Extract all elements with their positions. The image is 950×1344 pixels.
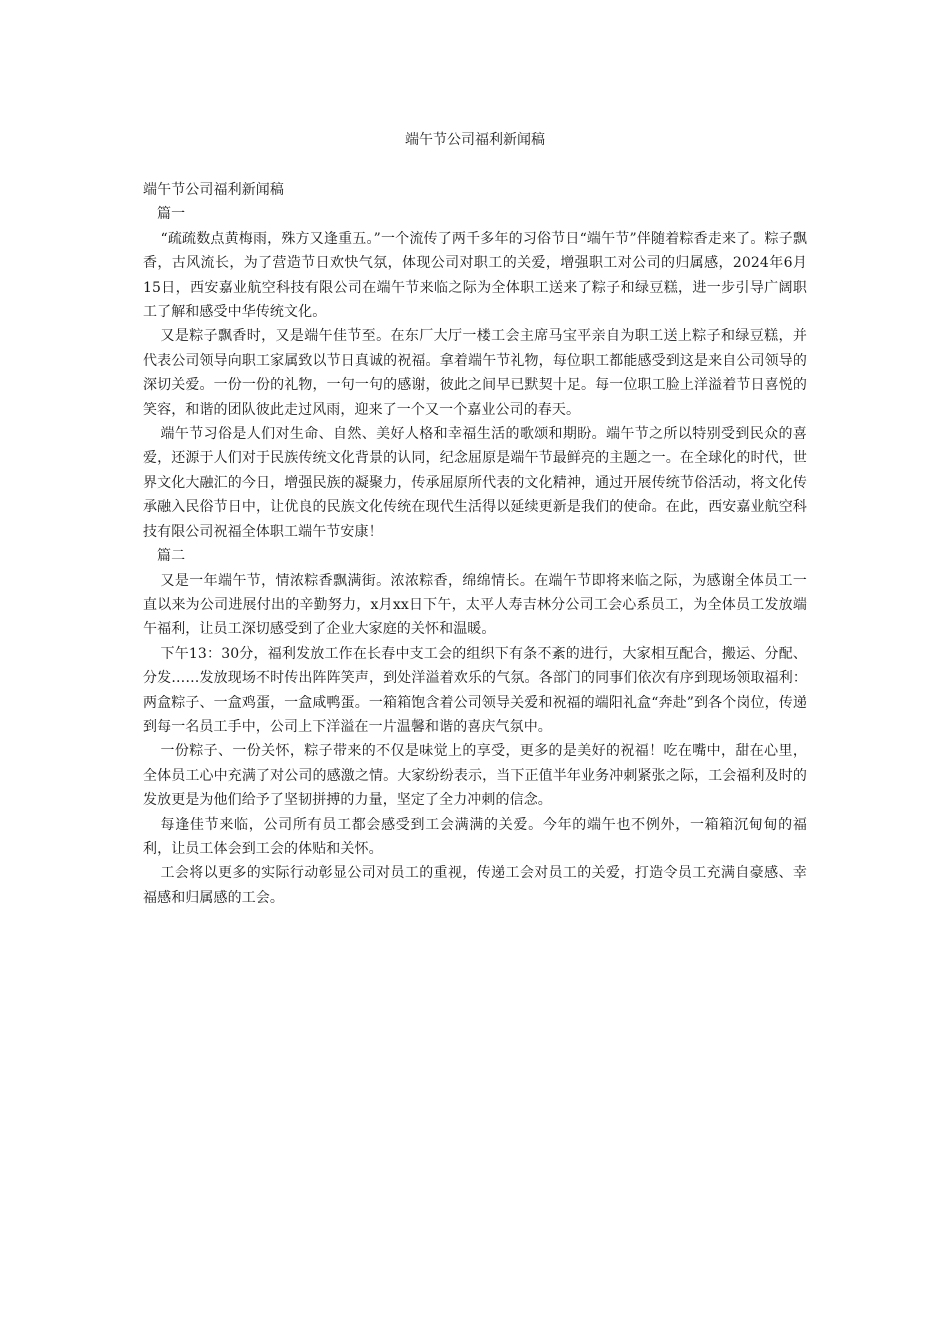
paragraph: “疏疏数点黄梅雨，殊方又逢重五。”一个流传了两千多年的习俗节日“端午节”伴随着粽香走来了。粽子飘香，古风流长，为了营造节日欢快气氛，体现公司对职工的关爱，增强职工对公司的归属感，2024年6月15日，西安嘉业航空科技有限公司在端午节来临之际为全体职工送来了粽子和绿豆糕，进一步引导广阔职工了解和感受中华传统文化。 — [143, 230, 807, 321]
section-label-2: 篇二 — [157, 548, 186, 565]
document-title: 端午节公司福利新闻稿 — [405, 132, 545, 148]
paragraph: 端午节习俗是人们对生命、自然、美好人格和幸福生活的歌颂和期盼。端午节之所以特别受到民众的喜爱，还源于人们对于民族传统文化背景的认同，纪念屈原是端午节最鲜亮的主题之一。在全球化的时代，世界文化大融汇的今日，增强民族的凝聚力，传承屈原所代表的文化精神，通过开展传统节俗活动，将文化传承融入民俗节日中，让优良的民族文化传统在现代生活得以延续更新是我们的使命。在此，西安嘉业航空科技有限公司祝福全体职工端午节安康！ — [143, 426, 807, 540]
paragraph: 工会将以更多的实际行动彰显公司对员工的重视，传递工会对员工的关爱，打造令员工充满自豪感、幸福感和归属感的工会。 — [143, 865, 807, 906]
paragraph: 下午13：30分，福利发放工作在长春中支工会的组织下有条不紊的进行，大家相互配合，搬运、分配、分发……发放现场不时传出阵阵笑声，到处洋溢着欢乐的气氛。各部门的同事们依次有序到现场领取福利：两盒粽子、一盒鸡蛋，一盒咸鸭蛋。一箱箱饱含着公司领导关爱和祝福的端阳礼盒“奔赴”到各个岗位，传递到每一名员工手中，公司上下洋溢在一片温馨和谐的喜庆气氛中。 — [143, 645, 807, 735]
document-subtitle: 端午节公司福利新闻稿 — [143, 182, 284, 198]
section-label-1: 篇一 — [157, 206, 186, 223]
paragraph: 一份粽子、一份关怀，粽子带来的不仅是味觉上的享受，更多的是美好的祝福！吃在嘴中，甜在心里，全体员工心中充满了对公司的感激之情。大家纷纷表示，当下正值半年业务冲刺紧张之际，工会福利及时的发放更是为他们给予了坚韧拼搏的力量，坚定了全力冲刺的信念。 — [143, 743, 807, 809]
paragraph: 又是一年端午节，情浓粽香飘满街。浓浓粽香，绵绵情长。在端午节即将来临之际，为感谢全体员工一直以来为公司进展付出的辛勤努力，x月xx日下午，太平人寿吉林分公司工会心系员工，为全体员工发放端午福利，让员工深切感受到了企业大家庭的关怀和温暖。 — [143, 572, 807, 638]
paragraph: 又是粽子飘香时，又是端午佳节至。在东厂大厅一楼工会主席马宝平亲自为职工送上粽子和绿豆糕，并代表公司领导向职工家属致以节日真诚的祝福。拿着端午节礼物，每位职工都能感受到这是来自公司领导的深切关爱。一份一份的礼物，一句一句的感谢，彼此之间早已默契十足。每一位职工脸上洋溢着节日喜悦的笑容，和谐的团队彼此走过风雨，迎来了一个又一个嘉业公司的春天。 — [143, 328, 807, 418]
paragraph: 每逢佳节来临，公司所有员工都会感受到工会满满的关爱。今年的端午也不例外，一箱箱沉甸甸的福利，让员工体会到工会的体贴和关怀。 — [143, 816, 807, 857]
document-body — [143, 178, 807, 910]
